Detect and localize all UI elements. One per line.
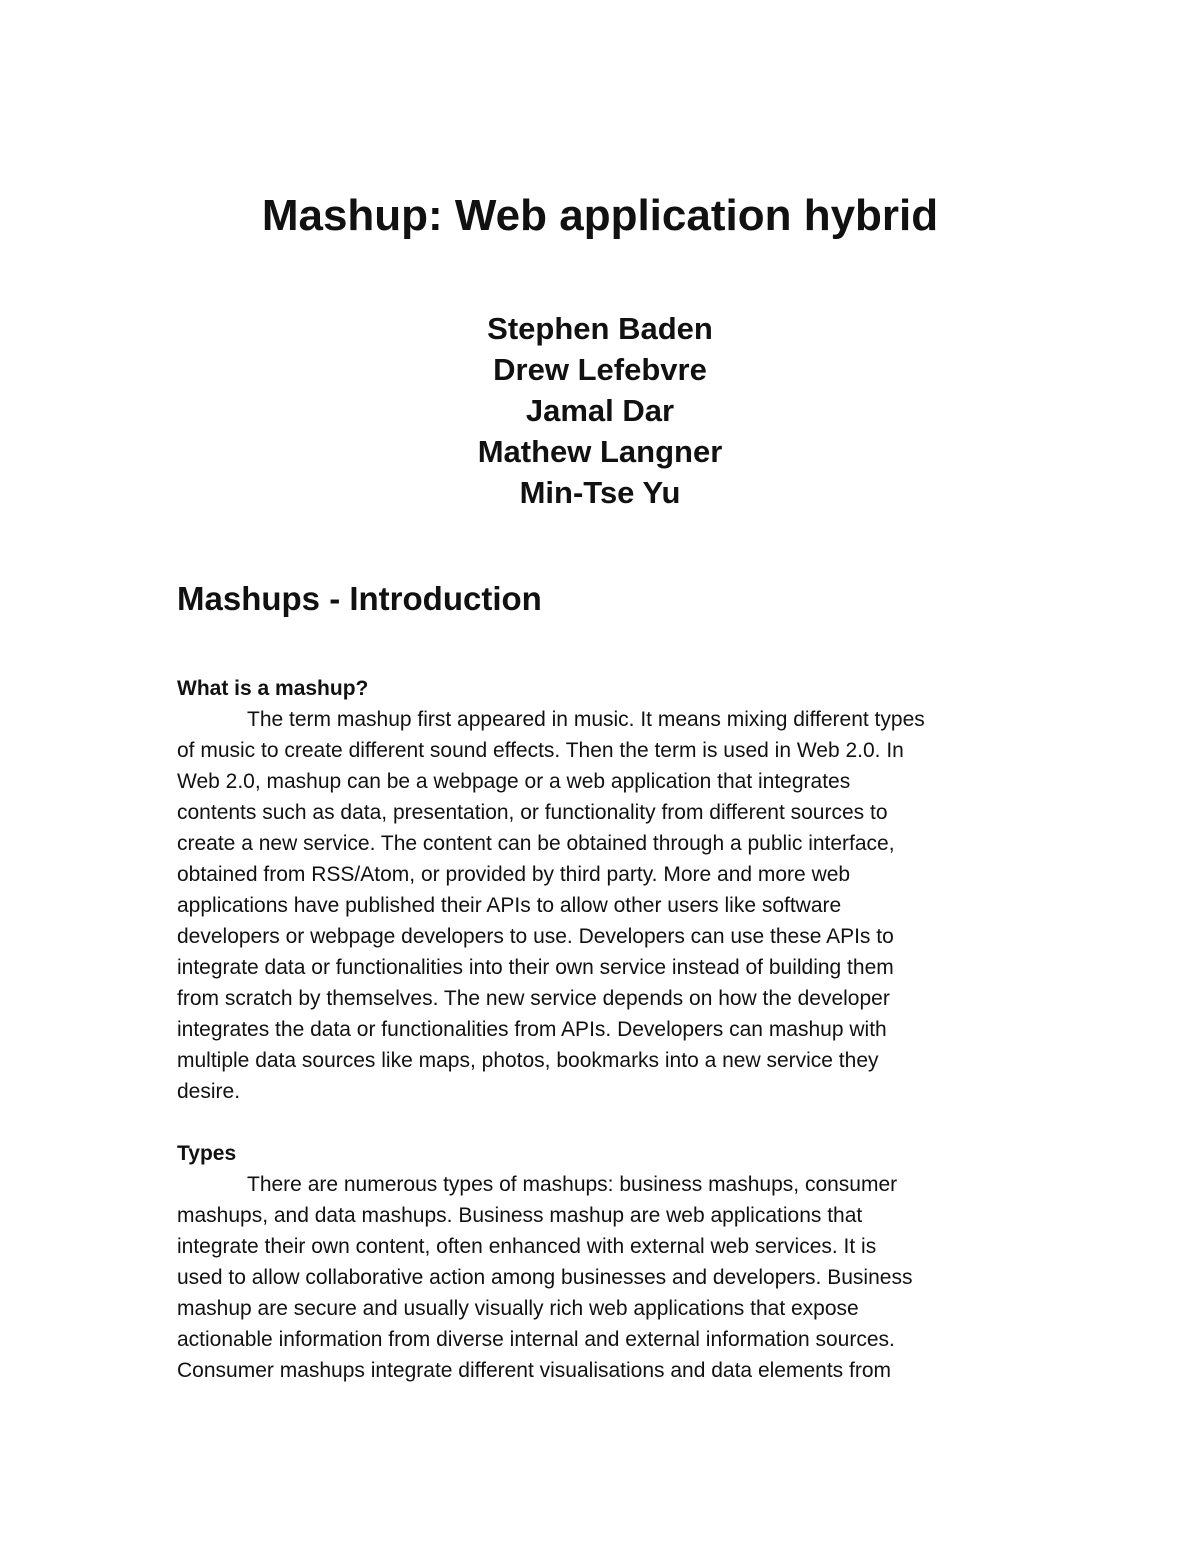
author-name: Mathew Langner [477, 434, 723, 469]
paragraph-line: developers or webpage developers to use. Developers can use these APIs to [177, 925, 894, 948]
paragraph-line: Consumer mashups integrate different visualisations and data elements from [177, 1359, 891, 1382]
paragraph-line: used to allow collaborative action among businesses and developers. Business [177, 1266, 913, 1289]
paragraph-line: from scratch by themselves. The new service depends on how the developer [177, 987, 890, 1010]
paragraph-line: contents such as data, presentation, or functionality from different sources to [177, 801, 888, 824]
paragraph-line: obtained from RSS/Atom, or provided by third party. More and more web [177, 863, 851, 886]
subsection-heading: What is a mashup? [177, 677, 369, 700]
paragraph-line: mashup are secure and usually visually rich web applications that expose [177, 1297, 859, 1320]
paragraph-line: create a new service. The content can be obtained through a public interface, [177, 832, 895, 855]
section-heading: Mashups - Introduction [177, 580, 542, 617]
paragraph-line: integrates the data or functionalities from APIs. Developers can mashup with [177, 1018, 887, 1041]
author-list [0, 308, 1200, 513]
paragraph-line: desire. [177, 1080, 241, 1103]
paragraph [177, 1169, 1037, 1386]
paragraph-line: multiple data sources like maps, photos, bookmarks into a new service they [177, 1049, 879, 1072]
author-name: Jamal Dar [525, 393, 675, 428]
paragraph-line: Web 2.0, mashup can be a webpage or a web application that integrates [177, 770, 851, 793]
author-name: Drew Lefebvre [493, 352, 707, 387]
paragraph-line: of music to create different sound effects. Then the term is used in Web 2.0. In [177, 739, 904, 762]
paragraph-line: integrate data or functionalities into their own service instead of building them [177, 956, 894, 979]
author-name: Min-Tse Yu [519, 475, 681, 510]
subsection-heading: Types [177, 1142, 237, 1165]
subsection-types [177, 1138, 1037, 1386]
paragraph-line: actionable information from diverse internal and external information sources. [177, 1328, 895, 1351]
paragraph-line: There are numerous types of mashups: business mashups, consumer [247, 1173, 898, 1196]
document-title: Mashup: Web application hybrid [261, 191, 939, 240]
paragraph-line: The term mashup first appeared in music. It means mixing different types [247, 708, 925, 731]
author-name: Stephen Baden [487, 311, 713, 346]
subsection-what-is-mashup [177, 673, 1037, 1107]
paragraph [177, 704, 1037, 1107]
paragraph-line: mashups, and data mashups. Business mashup are web applications that [177, 1204, 863, 1227]
paragraph-line: applications have published their APIs to allow other users like software [177, 894, 842, 917]
paragraph-line: integrate their own content, often enhanced with external web services. It is [177, 1235, 877, 1258]
